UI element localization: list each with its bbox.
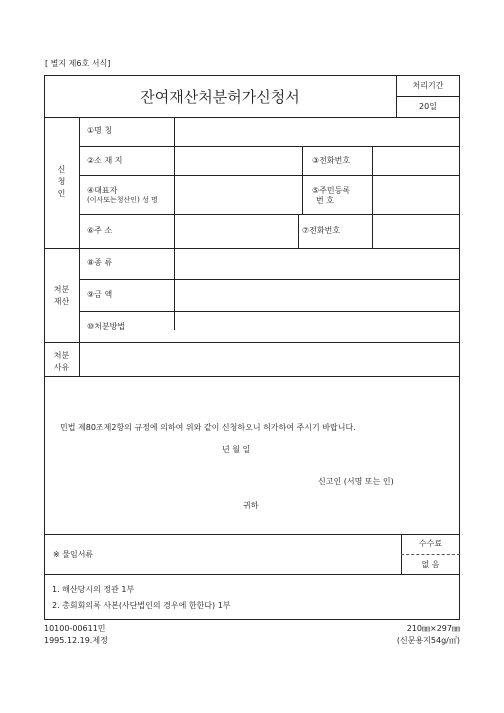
disposal-method-field[interactable] — [175, 312, 459, 341]
paper-size: 210㎜×297㎜ — [406, 624, 460, 633]
phone-field[interactable] — [373, 147, 459, 174]
fee-dashed-divider — [401, 554, 460, 555]
attachment-item: 1. 해산당시의 정관 1부 — [52, 585, 135, 594]
reason-field[interactable] — [80, 343, 459, 375]
fee-label: 수수료 — [418, 539, 443, 548]
location-label: ②소 재 지 — [87, 156, 123, 165]
amount-label: ⑨금 액 — [87, 290, 113, 299]
address-field[interactable] — [175, 215, 297, 247]
attachment-item: 2. 총회회의록 사본(사단법인의 경우에 한한다) 1부 — [52, 601, 231, 610]
phone-label: ③전화번호 — [312, 156, 351, 165]
application-date: 년 월 일 — [222, 445, 251, 454]
representative-sublabel: (이사또는청산인) 성 명 — [87, 196, 158, 204]
period-divider — [396, 96, 460, 97]
reason-section-label: 처분 사유 — [53, 351, 70, 372]
address-label: ⑥주 소 — [87, 226, 113, 235]
col-line — [302, 146, 303, 175]
attachments-row — [44, 535, 460, 575]
name-field[interactable] — [175, 118, 459, 145]
phone-field-2[interactable] — [373, 215, 459, 247]
resident-reg-sublabel: 번 호 — [316, 196, 334, 205]
processing-period-label: 처리기간 — [412, 81, 444, 90]
paper-type: (신문용지54g/㎡) — [396, 636, 460, 645]
applicant-section-label: 신 청 인 — [57, 165, 66, 198]
property-section-label: 처분 재산 — [53, 285, 70, 306]
form-reference: [ 별지 제6호 서식] — [45, 59, 111, 68]
type-label: ⑧종 류 — [87, 258, 113, 267]
location-field[interactable] — [175, 147, 301, 174]
section-label-column-line — [79, 117, 80, 376]
phone-label-2: ⑦전화번호 — [302, 226, 341, 235]
col-line — [298, 214, 299, 248]
applicant-signature-line: 신고인 (서명 또는 인) — [318, 477, 394, 486]
form-title: 잔여재산처분허가신청서 — [140, 88, 300, 106]
disposal-method-label: ⑩처분방법 — [87, 322, 126, 331]
representative-field[interactable] — [175, 176, 301, 213]
attachments-list-box — [44, 575, 460, 620]
processing-period-value: 20일 — [419, 102, 437, 111]
established-date: 1995.12.19.제정 — [44, 636, 108, 645]
form-code: 10100-00611민 — [44, 624, 106, 633]
amount-field[interactable] — [175, 280, 459, 310]
attachments-label: ※ 물임서류 — [53, 550, 94, 559]
representative-label: ④대표자 — [87, 186, 118, 195]
resident-reg-label: ⑤주민등록 — [312, 186, 351, 195]
col-line — [302, 175, 303, 214]
name-label: ①명 칭 — [87, 126, 113, 135]
section-line — [44, 376, 460, 377]
resident-reg-field[interactable] — [373, 176, 459, 213]
fee-value: 없 음 — [421, 560, 440, 569]
declaration-text: 민법 제80조제2항의 규정에 의하여 위와 같이 신청하오니 허가하여 주시기 바랍니다. — [60, 423, 356, 432]
recipient-label: 귀하 — [243, 501, 259, 510]
type-field[interactable] — [175, 249, 459, 278]
